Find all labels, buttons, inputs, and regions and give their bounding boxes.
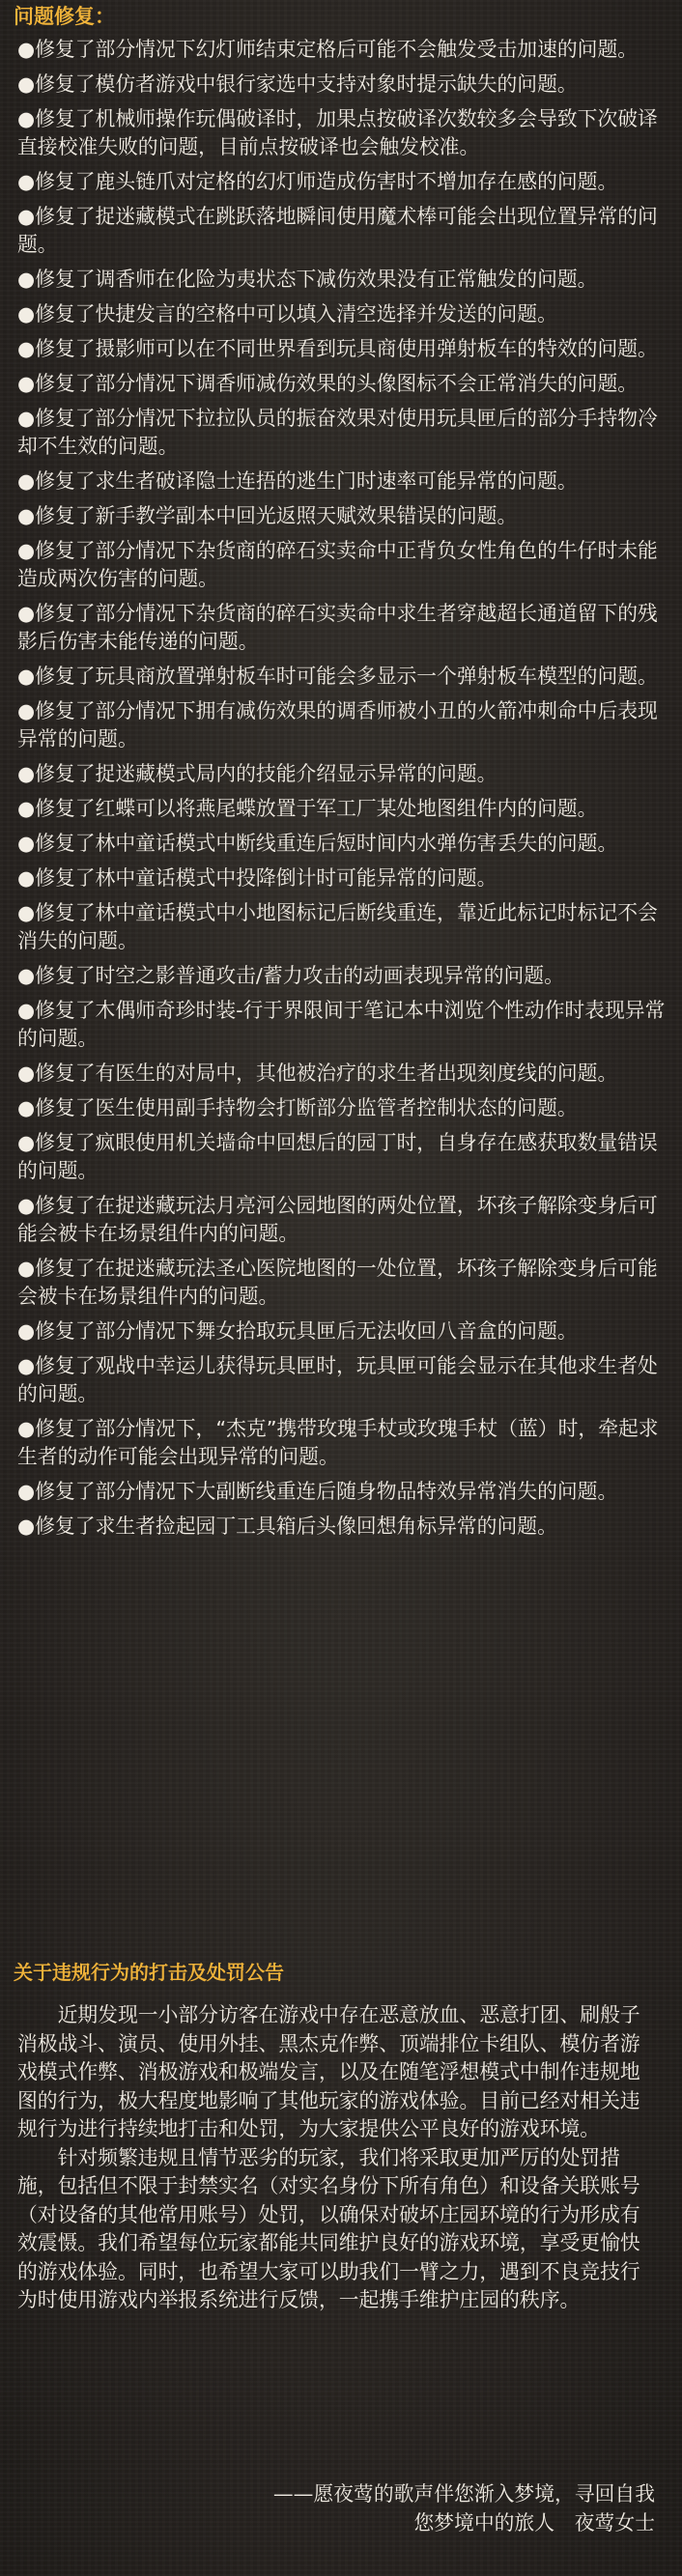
fix-text: 修复了疯眼使用机关墙命中回想后的园丁时，自身存在感获取数量错误的问题。	[17, 1131, 658, 1182]
fix-text: 修复了机械师操作玩偶破译时，加果点按破译次数较多会导致下次破译直接校准失败的问题，目前点按破译也会触发校准。	[17, 107, 658, 158]
fix-item	[17, 830, 668, 858]
fix-text: 修复了红蝶可以将燕尾蝶放置于军工厂某处地图组件内的问题。	[35, 797, 598, 820]
fix-text: 修复了鹿头链爪对定格的幻灯师造成伤害时不增加存在感的问题。	[35, 170, 618, 193]
bullet-icon: ●	[17, 1319, 36, 1343]
fix-text: 修复了有医生的对局中，其他被治疗的求生者出现刻度线的问题。	[35, 1062, 618, 1085]
fix-text: 修复了求生者捡起园丁工具箱后头像回想角标异常的问题。	[35, 1514, 557, 1538]
bullet-icon: ●	[17, 1354, 36, 1377]
fix-item	[17, 1255, 668, 1311]
fix-item	[17, 335, 668, 363]
fix-text: 修复了在捉迷藏玩法月亮河公园地图的两处位置，坏孩子解除变身后可能会被卡在场景组件内的问题。	[17, 1194, 658, 1245]
fix-item	[17, 1192, 668, 1248]
fix-item	[17, 168, 668, 196]
notice-body	[17, 2001, 659, 2315]
signature	[273, 2480, 655, 2537]
fix-item	[17, 697, 668, 753]
bullet-icon: ●	[17, 205, 36, 228]
fix-text: 修复了快捷发言的空格中可以填入清空选择并发送的问题。	[35, 302, 557, 326]
fix-item	[17, 36, 668, 64]
bullet-icon: ●	[17, 762, 36, 785]
fix-item	[17, 105, 668, 161]
fix-item	[17, 1352, 668, 1408]
fix-item	[17, 1317, 668, 1345]
fix-item	[17, 864, 668, 892]
bullet-icon: ●	[17, 38, 36, 61]
bullet-icon: ●	[17, 964, 36, 987]
fix-text: 修复了新手教学副本中回光返照天赋效果错误的问题。	[35, 504, 518, 527]
fix-text: 修复了部分情况下拥有减伤效果的调香师被小丑的火箭冲刺命中后表现异常的问题。	[17, 699, 658, 750]
fix-text: 修复了林中童话模式中断线重连后短时间内水弹伤害丢失的问题。	[35, 832, 618, 855]
fixes-heading: 问题修复：	[14, 5, 115, 28]
signature-line-1: ——愿夜莺的歌声伴您渐入梦境，寻回自我	[272, 2482, 655, 2505]
bullet-icon: ●	[17, 1062, 36, 1085]
fix-text: 修复了在捉迷藏玩法圣心医院地图的一处位置，坏孩子解除变身后可能会被卡在场景组件内的问题。	[17, 1257, 658, 1308]
bullet-icon: ●	[17, 1514, 36, 1538]
fix-item	[17, 1060, 668, 1088]
bullet-icon: ●	[17, 602, 36, 625]
fix-text: 修复了求生者破译隐士连捂的逃生门时速率可能异常的问题。	[35, 469, 578, 493]
bullet-icon: ●	[17, 337, 36, 360]
fix-text: 修复了捉迷藏模式在跳跃落地瞬间使用魔术棒可能会出现位置异常的问题。	[17, 205, 658, 256]
bullet-icon: ●	[17, 699, 36, 722]
fix-text: 修复了时空之影普通攻击/蓄力攻击的动画表现异常的问题。	[35, 964, 564, 987]
fix-text: 修复了林中童话模式中小地图标记后断线重连，靠近此标记时标记不会消失的问题。	[17, 901, 658, 952]
bullet-icon: ●	[17, 1417, 36, 1440]
fix-item	[17, 962, 668, 990]
fix-text: 修复了模仿者游戏中银行家选中支持对象时提示缺失的问题。	[35, 72, 578, 96]
bullet-icon: ●	[17, 504, 36, 527]
fix-item	[17, 1478, 668, 1506]
fix-item	[17, 467, 668, 495]
bullet-icon: ●	[17, 866, 36, 890]
fix-text: 修复了调香师在化险为夷状态下减伤效果没有正常触发的问题。	[35, 268, 598, 291]
bullet-icon: ●	[17, 797, 36, 820]
fix-item	[17, 537, 668, 593]
bullet-icon: ●	[17, 901, 36, 924]
fix-item	[17, 71, 668, 99]
bullet-icon: ●	[17, 72, 36, 96]
fix-item	[17, 1094, 668, 1122]
bullet-icon: ●	[17, 539, 36, 562]
fix-text: 修复了玩具商放置弹射板车时可能会多显示一个弹射板车模型的问题。	[35, 665, 658, 688]
bullet-icon: ●	[17, 1194, 36, 1217]
bullet-icon: ●	[17, 407, 36, 430]
fix-text: 修复了捉迷藏模式局内的技能介绍显示异常的问题。	[35, 762, 497, 785]
fix-text: 修复了部分情况下幻灯师结束定格后可能不会触发受击加速的问题。	[35, 38, 639, 61]
fix-list	[17, 36, 668, 1547]
fix-item	[17, 1513, 668, 1541]
fix-text: 修复了部分情况下舞女拾取玩具匣后无法收回八音盒的问题。	[35, 1319, 578, 1343]
fix-text: 修复了部分情况下，“杰克”携带玫瑰手杖或玫瑰手杖（蓝）时，牵起求生者的动作可能会出现异常的问题。	[17, 1417, 659, 1468]
fix-item	[17, 266, 668, 294]
bullet-icon: ●	[17, 1096, 36, 1119]
fix-item	[17, 1415, 668, 1471]
fix-text: 修复了部分情况下杂货商的碎石实卖命中求生者穿越超长通道留下的残影后伤害未能传递的问题。	[17, 602, 658, 653]
fix-text: 修复了部分情况下拉拉队员的振奋效果对使用玩具匣后的部分手持物冷却不生效的问题。	[17, 407, 658, 458]
bullet-icon: ●	[17, 999, 36, 1022]
signature-line-2: 您梦境中的旅人 夜莺女士	[413, 2510, 655, 2534]
fix-item	[17, 663, 668, 691]
bullet-icon: ●	[17, 469, 36, 493]
bullet-icon: ●	[17, 302, 36, 326]
fix-text: 修复了医生使用副手持物会打断部分监管者控制状态的问题。	[35, 1096, 578, 1119]
bullet-icon: ●	[17, 268, 36, 291]
bullet-icon: ●	[17, 1257, 36, 1280]
fix-item	[17, 899, 668, 955]
fix-item	[17, 502, 668, 530]
fix-item	[17, 795, 668, 823]
fix-item	[17, 600, 668, 656]
fix-item	[17, 997, 668, 1053]
fix-text: 修复了林中童话模式中投降倒计时可能异常的问题。	[35, 866, 497, 890]
bullet-icon: ●	[17, 170, 36, 193]
fix-item	[17, 300, 668, 328]
bullet-icon: ●	[17, 1480, 36, 1503]
fix-text: 修复了木偶师奇珍时装-行于界限间于笔记本中浏览个性动作时表现异常的问题。	[17, 999, 666, 1050]
fix-text: 修复了摄影师可以在不同世界看到玩具商使用弹射板车的特效的问题。	[35, 337, 658, 360]
notice-heading: 关于违规行为的打击及处罚公告	[14, 1961, 284, 1984]
fix-item	[17, 203, 668, 259]
fix-item	[17, 760, 668, 788]
notice-paragraph: 针对频繁违规且情节恶劣的玩家，我们将采取更加严厉的处罚措施，包括但不限于封禁实名（对实名身份下所有角色）和设备关联账号（对设备的其他常用账号）处罚，以确保对破坏庄园环境的行为形成有效震慑。我们希望每位玩家都能共同维护良好的游戏环境，享受更愉快的游戏体验。同时，也希望大家可以助我们一臂之力，遇到不良竞技行为时使用游戏内举报系统进行反馈，一起携手维护庄园的秩序。	[17, 2145, 640, 2311]
notice-paragraph: 近期发现一小部分访客在游戏中存在恶意放血、恶意打团、刷般子消极战斗、演员、使用外挂、黑杰克作弊、顶端排位卡组队、模仿者游戏模式作弊、消极游戏和极端发言，以及在随笔浮想模式中制作违规地图的行为，极大程度地影响了其他玩家的游戏体验。目前已经对相关违规行为进行持续地打击和处罚，为大家提供公平良好的游戏环境。	[17, 2003, 640, 2140]
bullet-icon: ●	[17, 832, 36, 855]
bullet-icon: ●	[17, 1131, 36, 1154]
fix-text: 修复了部分情况下杂货商的碎石实卖命中正背负女性角色的牛仔时未能造成两次伤害的问题。	[17, 539, 658, 590]
fix-text: 修复了观战中幸运儿获得玩具匣时，玩具匣可能会显示在其他求生者处的问题。	[17, 1354, 658, 1405]
bullet-icon: ●	[17, 665, 36, 688]
bullet-icon: ●	[17, 107, 36, 130]
bullet-icon: ●	[17, 372, 36, 395]
fix-text: 修复了部分情况下调香师减伤效果的头像图标不会正常消失的问题。	[35, 372, 639, 395]
fix-text: 修复了部分情况下大副断线重连后随身物品特效异常消失的问题。	[35, 1480, 618, 1503]
fix-item	[17, 405, 668, 461]
fix-item	[17, 370, 668, 398]
fix-item	[17, 1129, 668, 1185]
